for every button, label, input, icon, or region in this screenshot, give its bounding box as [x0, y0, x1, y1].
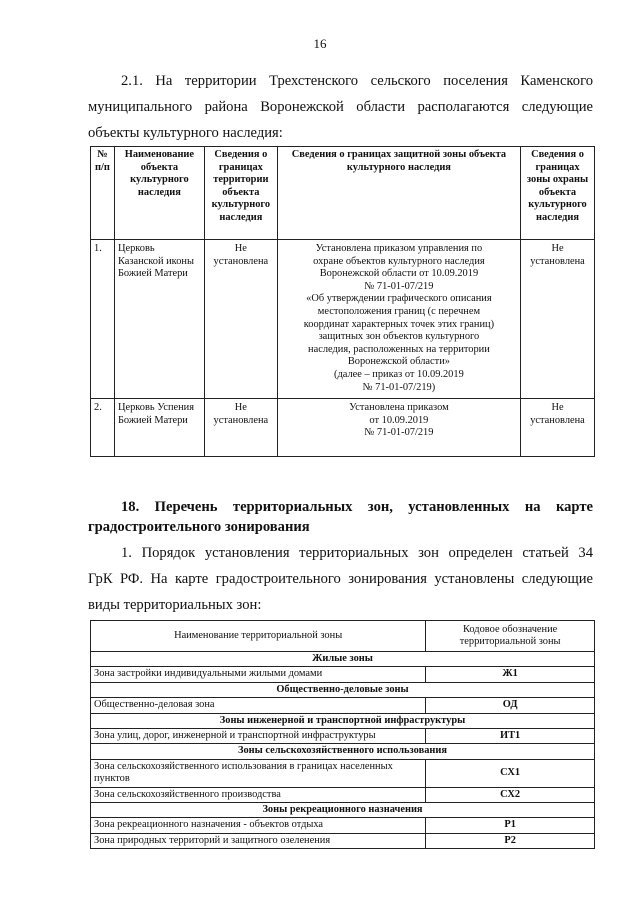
text-line: от 10.09.2019: [369, 414, 429, 426]
protective-zone-info: [277, 399, 520, 457]
zones-intro-line: 1. Порядок установления территориальных зон определен статьей 34: [121, 545, 593, 561]
object-name: Церковь Успения Божией Матери: [114, 399, 204, 457]
security-zone-info: Не установлена: [521, 399, 595, 457]
protective-zone-info: [277, 240, 520, 399]
zone-name: Общественно-деловая зона: [91, 698, 426, 713]
column-header-zone-code: Кодовое обозначение территориальной зоны: [426, 621, 595, 652]
zone-group-title: Зоны рекреационного назначения: [91, 803, 595, 818]
text-line: Установлена приказом: [349, 402, 449, 414]
zone-code: Р2: [426, 833, 595, 848]
text-line: «Об утверждении графического описания: [306, 293, 492, 305]
section-heading: [88, 497, 593, 537]
table-row: [91, 787, 595, 802]
table-row: [91, 818, 595, 833]
row-number: 2.: [91, 399, 115, 457]
zone-group-title: Общественно-деловые зоны: [91, 682, 595, 697]
text-line: местоположения границ (с перечнем: [317, 305, 481, 317]
zone-code: СХ1: [426, 759, 595, 787]
group-row: [91, 803, 595, 818]
group-row: [91, 713, 595, 728]
column-header-number: № п/п: [91, 147, 115, 240]
text-line: № 71-01-07/219: [364, 280, 434, 292]
column-header-territory: Сведения о границах территории объекта культурного наследия: [204, 147, 277, 240]
intro-line: муниципального района Воронежской области располагаются следующие: [88, 99, 593, 115]
page-number: 16: [313, 36, 327, 51]
table-row: [91, 399, 595, 457]
table-row: [91, 240, 595, 399]
zone-code: ОД: [426, 698, 595, 713]
table-row: [91, 729, 595, 744]
intro-line: объекты культурного наследия:: [88, 125, 283, 141]
zone-code: Ж1: [426, 667, 595, 682]
column-header-protective-zone: Сведения о границах защитной зоны объекта культурного наследия: [277, 147, 520, 240]
text-line: № 71-01-07/219: [364, 427, 434, 439]
zone-name: Зона сельскохозяйственного производства: [91, 787, 426, 802]
intro-line: 2.1. На территории Трехстенского сельского поселения Каменского: [121, 73, 593, 89]
text-line: (далее – приказ от 10.09.2019: [334, 368, 464, 380]
zone-code: СХ2: [426, 787, 595, 802]
heading-line: 18. Перечень территориальных зон, установленных на карте: [121, 499, 593, 515]
group-row: [91, 744, 595, 759]
text-line: Воронежской области от 10.09.2019: [319, 268, 479, 280]
heading-line: градостроительного зонирования: [88, 519, 310, 535]
territorial-zones-table: [90, 620, 595, 849]
table-row: [91, 833, 595, 848]
security-zone-info: Не установлена: [521, 240, 595, 399]
table-row: [91, 759, 595, 787]
row-number: 1.: [91, 240, 115, 399]
table-header-row: [91, 147, 595, 240]
text-line: координат характерных точек этих границ): [303, 318, 495, 330]
heritage-objects-table: [90, 146, 595, 457]
intro-paragraph: [88, 68, 593, 146]
zone-name: Зона улиц, дорог, инженерной и транспортной инфраструктуры: [91, 729, 426, 744]
table-row: [91, 667, 595, 682]
zone-code: ИТ1: [426, 729, 595, 744]
column-header-security-zone: Сведения о границах зоны охраны объекта культурного наследия: [521, 147, 595, 240]
text-line: защитных зон объектов культурного: [318, 331, 480, 343]
column-header-zone-name: Наименование территориальной зоны: [91, 621, 426, 652]
object-name: Церковь Казанской иконы Божией Матери: [114, 240, 204, 399]
group-row: [91, 652, 595, 667]
column-header-name: Наименование объекта культурного наследия: [114, 147, 204, 240]
table-row: [91, 698, 595, 713]
zone-code: Р1: [426, 818, 595, 833]
territory-info: Не установлена: [204, 399, 277, 457]
text-line: № 71-01-07/219): [362, 381, 436, 393]
territory-info: Не установлена: [204, 240, 277, 399]
zone-group-title: Зоны сельскохозяйственного использования: [91, 744, 595, 759]
zone-name: Зона застройки индивидуальными жилыми домами: [91, 667, 426, 682]
zone-group-title: Жилые зоны: [91, 652, 595, 667]
zone-name: Зона природных территорий и защитного озеленения: [91, 833, 426, 848]
text-line: охране объектов культурного наследия: [313, 255, 485, 267]
zones-intro-paragraph: [88, 540, 593, 618]
group-row: [91, 682, 595, 697]
zone-group-title: Зоны инженерной и транспортной инфраструктуры: [91, 713, 595, 728]
text-line: Воронежской области»: [347, 356, 450, 368]
zones-intro-line: виды территориальных зон:: [88, 597, 262, 613]
text-line: Установлена приказом управления по: [315, 243, 483, 254]
zone-name: Зона рекреационного назначения - объектов отдыха: [91, 818, 426, 833]
text-line: наследия, расположенных на территории: [308, 343, 490, 355]
table-header-row: [91, 621, 595, 652]
zone-name: Зона сельскохозяйственного использования в границах населенных пунктов: [91, 759, 426, 787]
zones-intro-line: ГрК РФ. На карте градостроительного зонирования установлены следующие: [88, 571, 593, 587]
